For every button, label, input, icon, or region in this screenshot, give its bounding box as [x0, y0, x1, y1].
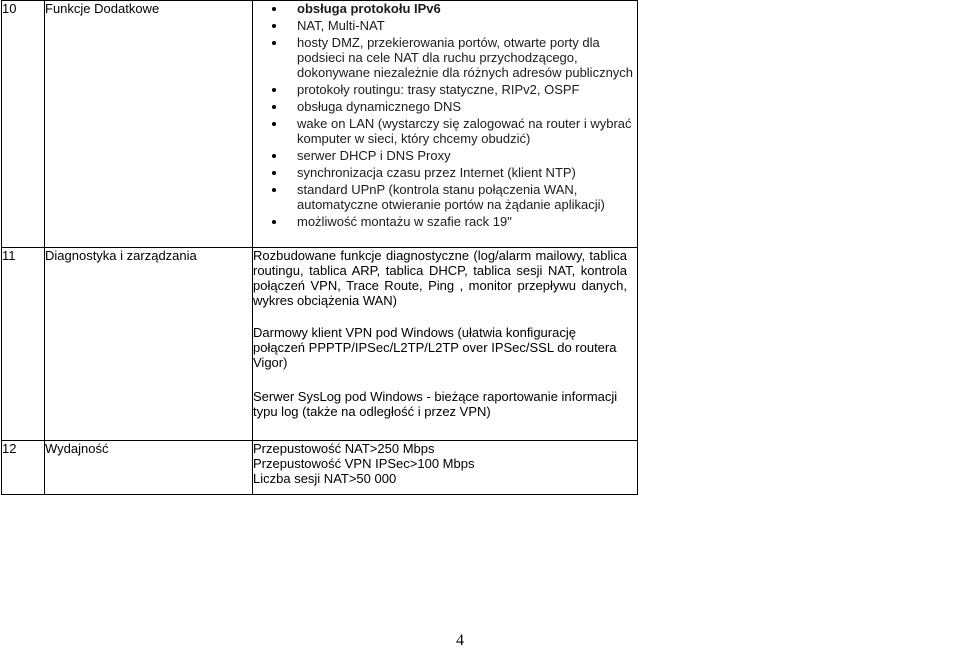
table-row: [2, 248, 638, 441]
row-description: [253, 1, 638, 248]
row-number: 11: [2, 248, 45, 441]
list-item: obsługa protokołu IPv6: [253, 1, 637, 16]
description-line: Przepustowość NAT>250 Mbps: [253, 441, 435, 456]
description-line: Liczba sesji NAT>50 000: [253, 471, 397, 486]
list-item: synchronizacja czasu przez Internet (klient NTP): [253, 165, 637, 180]
description-paragraph: Serwer SysLog pod Windows - bieżące raportowanie informacji typu log (także na odległość i przez VPN): [253, 389, 618, 419]
row-number: 12: [2, 441, 45, 495]
row-description: [253, 441, 638, 495]
description-paragraph: Rozbudowane funkcje diagnostyczne (log/alarm mailowy, tablica routingu, tablica ARP, tablica DHCP, tablica sesji NAT, kontrola połączeń VPN, Trace Route, Ping , monitor przepływu danych, wykres obciążenia WAN): [253, 248, 627, 308]
list-item: wake on LAN (wystarczy się zalogować na router i wybrać komputer w sieci, który chcemy obudzić): [253, 116, 637, 146]
list-item: standard UPnP (kontrola stanu połączenia WAN, automatyczne otwieranie portów na żądanie aplikacji): [253, 182, 637, 212]
description-paragraph: Darmowy klient VPN pod Windows (ułatwia konfigurację połączeń PPPTP/IPSec/L2TP/L2TP over IPSec/SSL do routera Vigor): [253, 325, 617, 370]
page-number: 4: [456, 632, 464, 649]
row-name: Funkcje Dodatkowe: [45, 1, 253, 248]
table-row: [2, 1, 638, 248]
row-description: [253, 248, 638, 441]
list-item: serwer DHCP i DNS Proxy: [253, 148, 637, 163]
row-name: Wydajność: [45, 441, 253, 495]
list-item: protokoły routingu: trasy statyczne, RIPv2, OSPF: [253, 82, 637, 97]
list-item: NAT, Multi-NAT: [253, 18, 637, 33]
list-item: obsługa dynamicznego DNS: [253, 99, 637, 114]
row-number: 10: [2, 1, 45, 248]
table-row: [2, 441, 638, 495]
list-item: hosty DMZ, przekierowania portów, otwarte porty dla podsieci na cele NAT dla ruchu przychodzącego, dokonywane niezależnie dla różnych adresów publicznych: [253, 35, 637, 80]
list-item: możliwość montażu w szafie rack 19": [253, 214, 637, 229]
description-line: Przepustowość VPN IPSec>100 Mbps: [253, 456, 475, 471]
feature-list: [253, 1, 637, 247]
specification-table: [1, 0, 638, 495]
row-name: Diagnostyka i zarządzania: [45, 248, 253, 441]
